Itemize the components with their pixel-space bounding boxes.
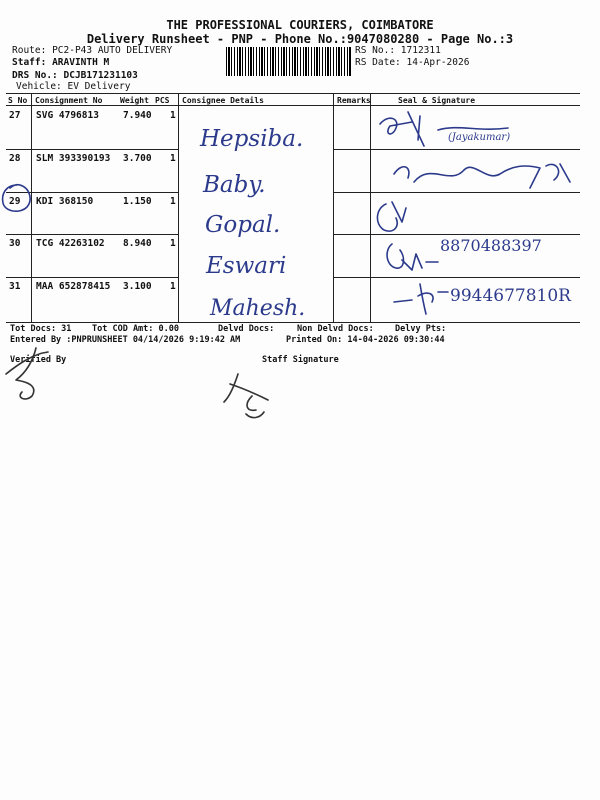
row-divider	[6, 149, 178, 150]
row-pcs: 1	[170, 238, 176, 249]
tot-cod-amt: Tot COD Amt: 0.00	[92, 324, 179, 334]
signature-row-30	[382, 240, 442, 276]
header-seal: Seal & Signature	[398, 96, 476, 105]
consignee-handwriting: Gopal.	[205, 212, 281, 238]
table-top-rule	[6, 93, 580, 94]
row-weight: 7.940	[123, 110, 152, 121]
printed-on: Printed On: 14-04-2026 09:30:44	[286, 335, 445, 345]
staff-signature	[216, 372, 276, 427]
barcode	[226, 47, 351, 76]
col-divider	[370, 93, 371, 322]
row-sno: 29	[9, 196, 21, 207]
vehicle-label: Vehicle:	[16, 81, 62, 92]
route-label: Route:	[12, 45, 47, 56]
staff-label: Staff:	[12, 57, 47, 68]
delvy-pts: Delvy Pts:	[395, 324, 447, 334]
seal-note: 9944677810R	[450, 286, 571, 306]
header-consignment: Consignment No	[35, 96, 103, 105]
row-divider	[6, 234, 178, 235]
row-pcs: 1	[170, 281, 176, 292]
row-pcs: 1	[170, 153, 176, 164]
signature-row-28	[390, 152, 580, 194]
company-title: THE PROFESSIONAL COURIERS, COIMBATORE	[166, 18, 434, 32]
row-sno: 30	[9, 238, 21, 249]
drs-value: DCJB171231103	[63, 70, 138, 81]
table-header-rule	[6, 105, 580, 106]
row-sno: 31	[9, 281, 21, 292]
header-sno: S No	[8, 96, 28, 105]
entered-by: Entered By :PNPRUNSHEET 04/14/2026 9:19:42 AM	[10, 335, 241, 345]
row-weight: 1.150	[123, 196, 152, 207]
table-bottom-rule	[6, 322, 580, 323]
row-pcs: 1	[170, 196, 176, 207]
staff-line	[12, 57, 109, 68]
row-divider	[333, 277, 580, 278]
row-consignment: KDI 368150	[36, 196, 94, 207]
circle-mark	[0, 182, 34, 216]
runsheet-subtitle: Delivery Runsheet - PNP - Phone No.:9047080280 - Page No.:3	[86, 32, 514, 46]
header-pcs: PCS	[155, 96, 170, 105]
vehicle-line	[16, 81, 130, 92]
seal-note: 8870488397	[440, 236, 542, 255]
header-remarks: Remarks	[337, 96, 371, 105]
route-value: PC2-P43 AUTO DELIVERY	[52, 45, 173, 56]
signature-row-29	[372, 198, 412, 238]
row-consignment: SVG 4796813	[36, 110, 99, 121]
row-consignment: TCG 42263102	[36, 238, 105, 249]
drs-line	[12, 70, 138, 81]
delvd-docs: Delvd Docs:	[218, 324, 275, 334]
col-divider	[178, 93, 179, 322]
rs-no-value: 1712311	[400, 45, 441, 56]
consignee-handwriting: Eswari	[206, 253, 287, 279]
row-weight: 3.700	[123, 153, 152, 164]
row-sno: 28	[9, 153, 21, 164]
row-weight: 3.100	[123, 281, 152, 292]
header-weight: Weight	[120, 96, 149, 105]
staff-signature-label: Staff Signature	[262, 355, 339, 365]
rs-date-label: RS Date:	[355, 57, 401, 68]
drs-label: DRS No.:	[12, 70, 58, 81]
route-line	[12, 45, 172, 56]
verified-by-label: Verified By	[10, 355, 67, 365]
row-consignment: SLM 393390193	[36, 153, 111, 164]
non-delvd-docs: Non Delvd Docs:	[297, 324, 374, 334]
vehicle-value: EV Delivery	[67, 81, 131, 92]
row-weight: 8.940	[123, 238, 152, 249]
row-consignment: MAA 652878415	[36, 281, 111, 292]
row-sno: 27	[9, 110, 21, 121]
signature-row-27	[378, 110, 578, 150]
rs-no-label: RS No.:	[355, 45, 396, 56]
staff-value: ARAVINTH M	[52, 57, 110, 68]
tot-docs: Tot Docs: 31	[10, 324, 72, 334]
seal-note: (Jayakumar)	[448, 132, 511, 143]
rs-no-line	[355, 45, 441, 56]
verified-by-signature	[2, 344, 62, 404]
consignee-handwriting: Baby.	[203, 172, 266, 198]
consignee-handwriting: Hepsiba.	[200, 126, 304, 152]
header-consignee: Consignee Details	[182, 96, 264, 105]
row-divider	[6, 277, 178, 278]
row-divider	[333, 234, 580, 235]
row-pcs: 1	[170, 110, 176, 121]
signature-row-31	[392, 282, 452, 316]
col-divider	[333, 93, 334, 322]
rs-date-value: 14-Apr-2026	[406, 57, 470, 68]
consignee-handwriting: Mahesh.	[210, 296, 306, 321]
rs-date-line	[355, 57, 469, 68]
